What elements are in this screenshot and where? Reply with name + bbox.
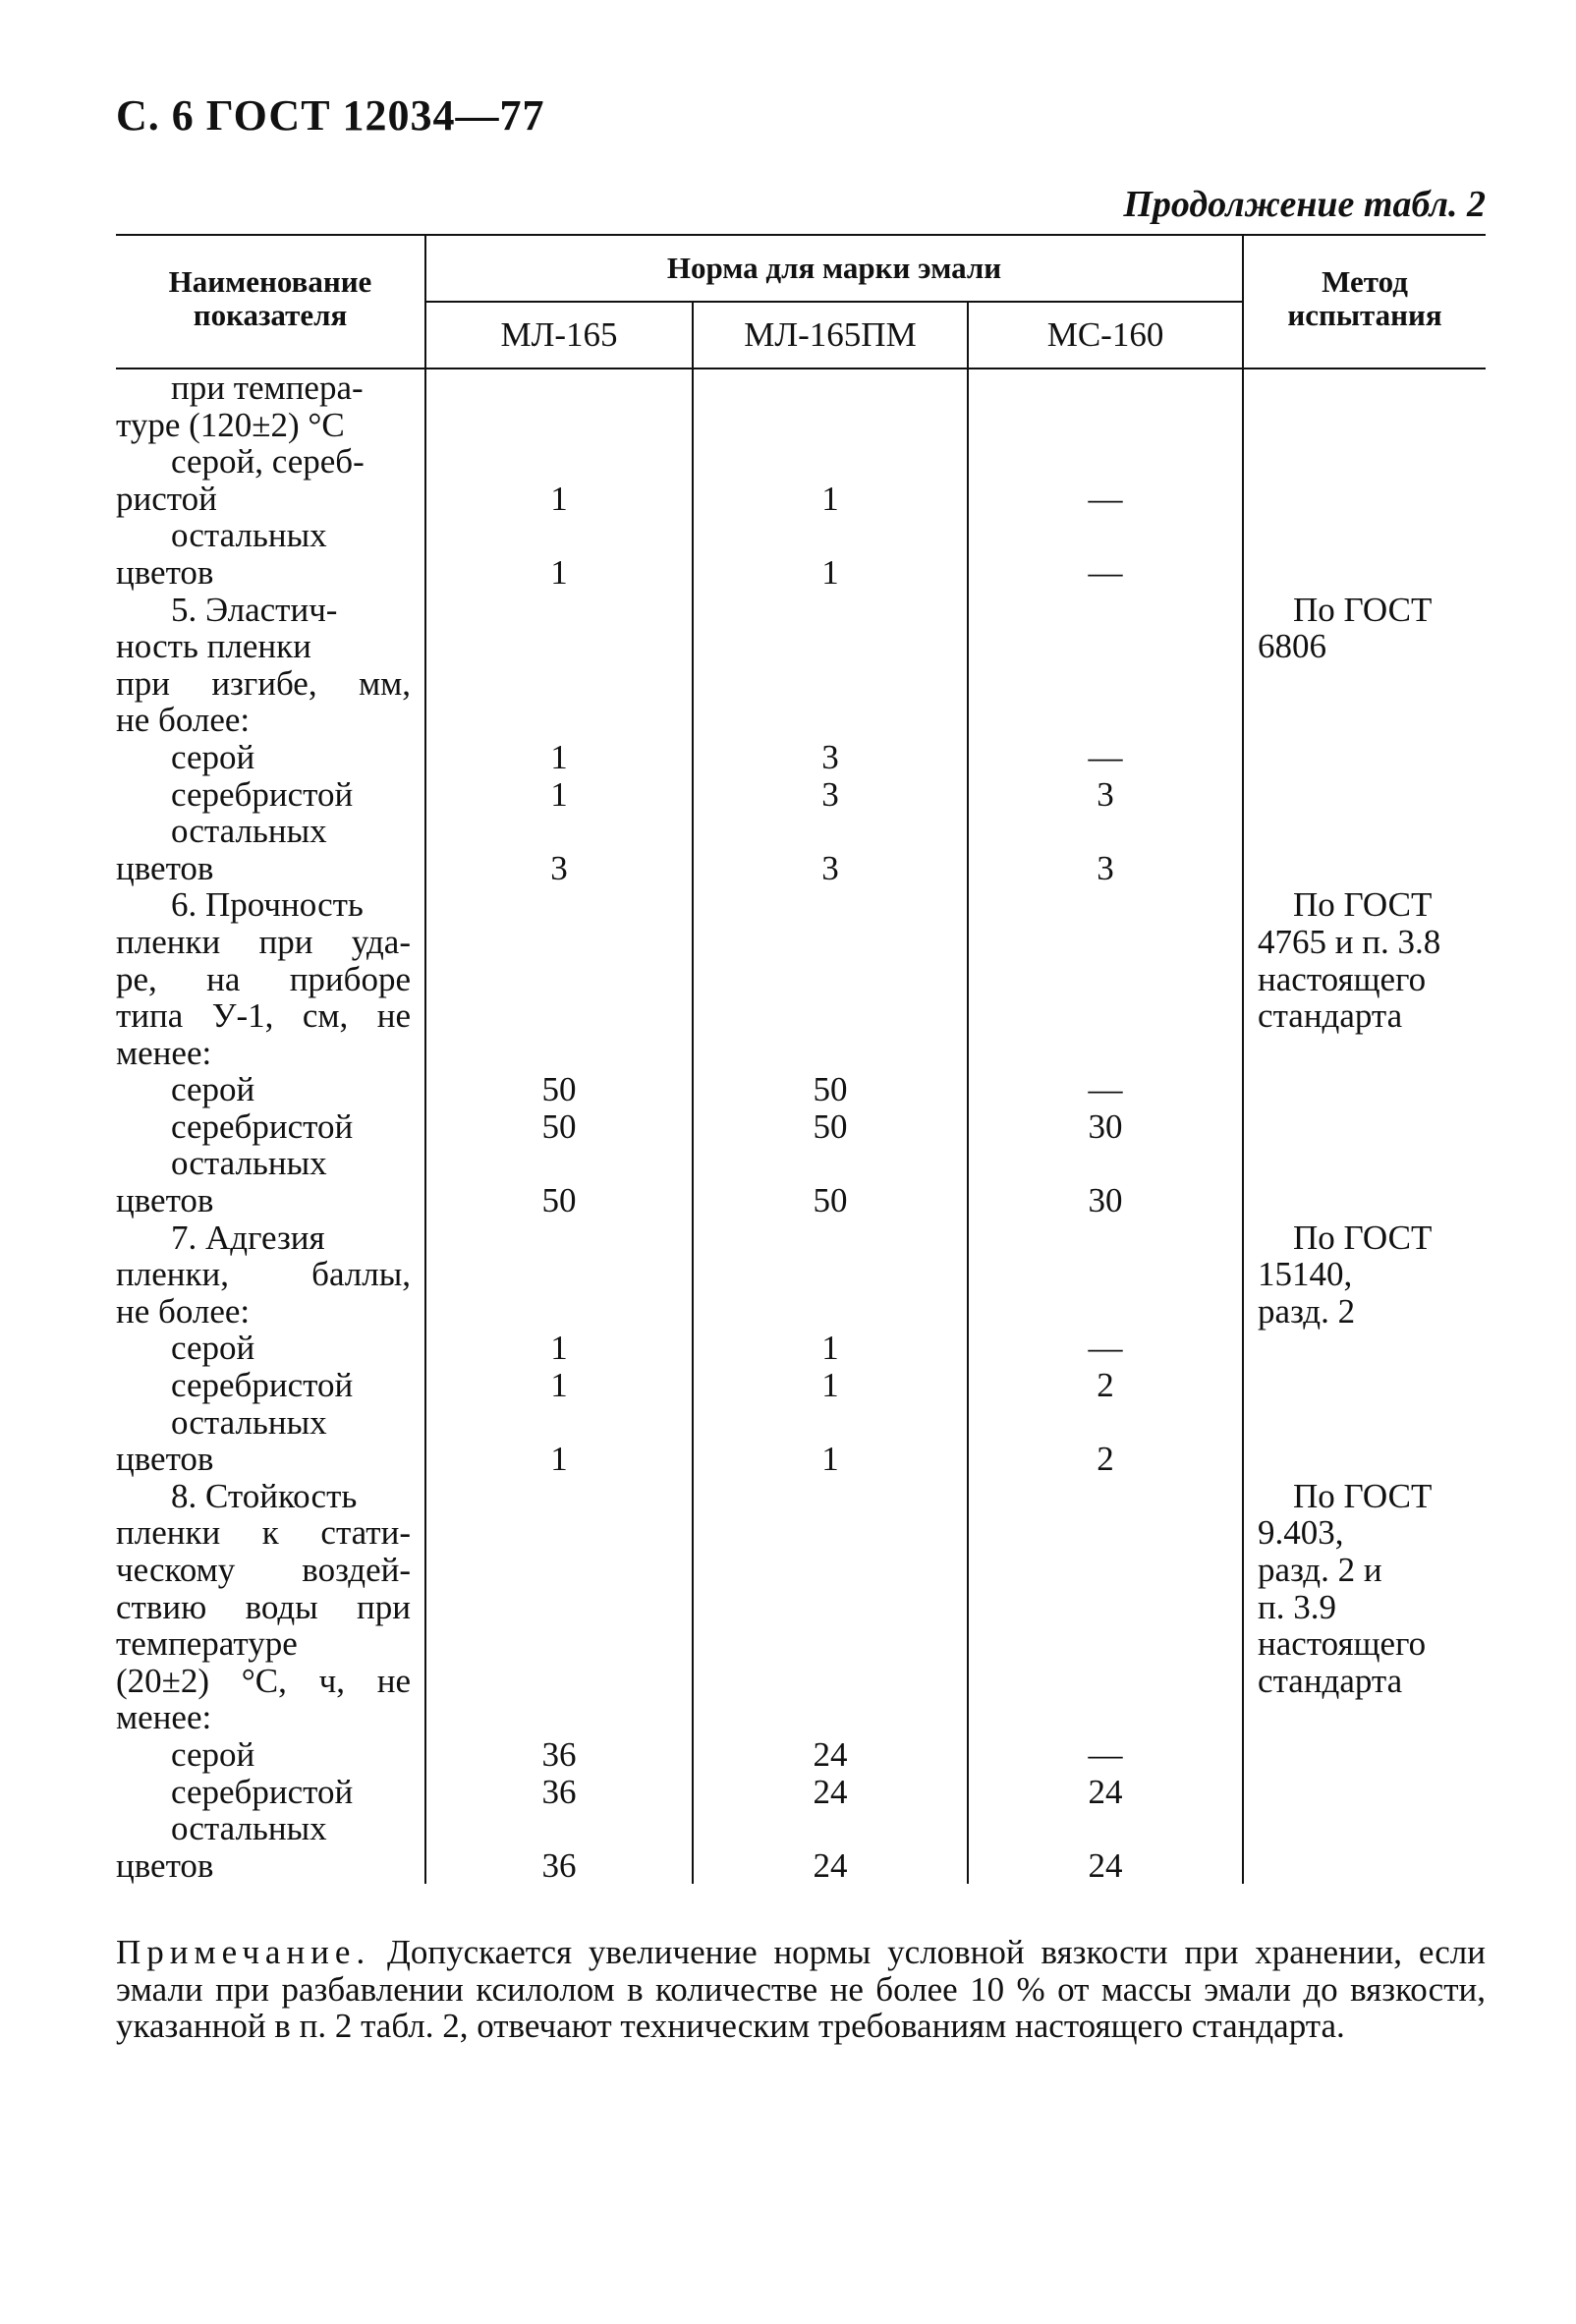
table-continuation-caption: Продолжение табл. 2 [1123, 184, 1486, 225]
value-ml-165 [425, 1145, 693, 1182]
table-row [116, 1552, 1486, 1589]
test-method [1243, 1441, 1486, 1478]
value-ml-165pm: 1 [693, 1330, 968, 1367]
value-ms-160: — [968, 554, 1243, 592]
value-ml-165pm: 1 [693, 1441, 968, 1478]
row-label: серебристой [116, 1367, 425, 1404]
value-ms-160 [968, 886, 1243, 924]
row-label: остальных [116, 517, 425, 554]
value-ml-165pm [693, 961, 968, 998]
value-ml-165pm [693, 368, 968, 407]
value-ml-165 [425, 1404, 693, 1442]
test-method [1243, 1478, 1486, 1515]
value-ms-160: — [968, 1736, 1243, 1774]
row-label: 6. Прочность [116, 886, 425, 924]
row-label: серебристой [116, 1774, 425, 1811]
test-method [1243, 1293, 1486, 1331]
test-method [1243, 1330, 1486, 1367]
row-label: серой [116, 1330, 425, 1367]
value-ms-160 [968, 665, 1243, 703]
value-ms-160: — [968, 481, 1243, 518]
specification-table [116, 234, 1486, 1884]
value-ml-165pm: 50 [693, 1182, 968, 1219]
value-ms-160 [968, 1219, 1243, 1257]
row-label: ность пленки [116, 628, 425, 665]
test-method [1243, 592, 1486, 629]
table-row [116, 1145, 1486, 1182]
table-row [116, 443, 1486, 481]
table-row [116, 1071, 1486, 1108]
table-row [116, 407, 1486, 444]
value-ml-165pm [693, 813, 968, 850]
value-ms-160: 30 [968, 1182, 1243, 1219]
row-label: 8. Стойкость [116, 1478, 425, 1515]
value-ms-160: 24 [968, 1847, 1243, 1885]
value-ml-165pm [693, 407, 968, 444]
value-ml-165 [425, 665, 693, 703]
table-row [116, 1478, 1486, 1515]
value-ml-165pm [693, 1699, 968, 1736]
test-method-text: настоящего [1258, 1624, 1427, 1664]
test-method [1243, 407, 1486, 444]
table-row [116, 1810, 1486, 1847]
value-ml-165 [425, 1625, 693, 1663]
value-ms-160 [968, 1145, 1243, 1182]
value-ml-165: 36 [425, 1774, 693, 1811]
value-ml-165: 1 [425, 1330, 693, 1367]
test-method [1243, 481, 1486, 518]
value-ml-165 [425, 517, 693, 554]
value-ms-160: 2 [968, 1441, 1243, 1478]
value-ml-165 [425, 813, 693, 850]
test-method [1243, 1810, 1486, 1847]
test-method-text: 6806 [1258, 627, 1327, 666]
row-label: серебристой [116, 776, 425, 814]
row-label: цветов [116, 850, 425, 887]
row-label: серой [116, 1736, 425, 1774]
row-label: не более: [116, 702, 425, 739]
test-method [1243, 1774, 1486, 1811]
test-method [1243, 1699, 1486, 1736]
value-ms-160: — [968, 1330, 1243, 1367]
value-ml-165 [425, 702, 693, 739]
table-body [116, 368, 1486, 1884]
value-ml-165pm [693, 1589, 968, 1626]
value-ml-165pm [693, 1145, 968, 1182]
table-row [116, 554, 1486, 592]
row-label: пленки, баллы, [116, 1256, 425, 1293]
value-ms-160 [968, 1404, 1243, 1442]
value-ml-165pm: 50 [693, 1108, 968, 1146]
value-ml-165: 50 [425, 1108, 693, 1146]
table-row [116, 1219, 1486, 1257]
value-ms-160 [968, 1514, 1243, 1552]
test-method [1243, 997, 1486, 1035]
table-note [116, 1934, 1486, 2045]
row-label: пленки к стати- [116, 1514, 425, 1552]
row-label: серой [116, 739, 425, 776]
value-ml-165pm [693, 886, 968, 924]
value-ml-165 [425, 1035, 693, 1072]
value-ml-165pm [693, 628, 968, 665]
test-method [1243, 1071, 1486, 1108]
value-ms-160: 30 [968, 1108, 1243, 1146]
value-ml-165: 1 [425, 481, 693, 518]
value-ml-165pm: 1 [693, 1367, 968, 1404]
value-ml-165 [425, 407, 693, 444]
value-ml-165pm [693, 1552, 968, 1589]
value-ms-160 [968, 1035, 1243, 1072]
test-method-text: п. 3.9 [1258, 1587, 1337, 1626]
test-method [1243, 1552, 1486, 1589]
test-method [1243, 1219, 1486, 1257]
value-ml-165pm: 1 [693, 481, 968, 518]
table-row [116, 1736, 1486, 1774]
row-label: серебристой [116, 1108, 425, 1146]
table-row [116, 665, 1486, 703]
test-method [1243, 1589, 1486, 1626]
test-method-text: 9.403, [1258, 1513, 1344, 1553]
value-ml-165pm [693, 1293, 968, 1331]
table-row [116, 1699, 1486, 1736]
test-method [1243, 368, 1486, 407]
value-ml-165 [425, 1478, 693, 1515]
value-ml-165: 1 [425, 776, 693, 814]
test-method [1243, 1404, 1486, 1442]
table-row [116, 481, 1486, 518]
value-ml-165pm: 24 [693, 1847, 968, 1885]
value-ms-160 [968, 592, 1243, 629]
row-label: менее: [116, 1699, 425, 1736]
value-ml-165: 36 [425, 1736, 693, 1774]
test-method-text: По ГОСТ [1293, 1218, 1433, 1257]
value-ms-160 [968, 1256, 1243, 1293]
test-method-text: 4765 и п. 3.8 [1258, 922, 1441, 961]
value-ml-165 [425, 961, 693, 998]
table-row [116, 1035, 1486, 1072]
table-row [116, 1514, 1486, 1552]
value-ml-165pm: 3 [693, 776, 968, 814]
row-label: при изгибе, мм, [116, 665, 425, 703]
value-ml-165pm [693, 924, 968, 961]
value-ml-165: 3 [425, 850, 693, 887]
row-label: остальных [116, 813, 425, 850]
value-ml-165 [425, 997, 693, 1035]
value-ms-160 [968, 1625, 1243, 1663]
value-ms-160 [968, 407, 1243, 444]
test-method-text: разд. 2 и [1258, 1551, 1382, 1589]
column-header-norm: Норма для марки эмали [425, 235, 1243, 302]
value-ml-165 [425, 1293, 693, 1331]
value-ml-165pm [693, 443, 968, 481]
value-ml-165 [425, 1589, 693, 1626]
value-ms-160 [968, 813, 1243, 850]
value-ml-165: 1 [425, 554, 693, 592]
table-row [116, 1256, 1486, 1293]
column-header-ml-165: МЛ-165 [425, 302, 693, 368]
value-ml-165pm [693, 517, 968, 554]
table-row [116, 1441, 1486, 1478]
table-row [116, 886, 1486, 924]
column-header-method: Метод испытания [1243, 235, 1486, 368]
table-row [116, 1663, 1486, 1700]
value-ml-165pm [693, 1404, 968, 1442]
value-ml-165pm [693, 1256, 968, 1293]
value-ml-165 [425, 924, 693, 961]
test-method [1243, 813, 1486, 850]
value-ml-165: 50 [425, 1071, 693, 1108]
value-ml-165 [425, 1663, 693, 1700]
row-label: цветов [116, 554, 425, 592]
test-method [1243, 1256, 1486, 1293]
table-row [116, 961, 1486, 998]
value-ml-165 [425, 443, 693, 481]
row-label: остальных [116, 1810, 425, 1847]
value-ml-165 [425, 1699, 693, 1736]
table-row [116, 1589, 1486, 1626]
test-method [1243, 1736, 1486, 1774]
value-ml-165 [425, 592, 693, 629]
value-ml-165pm [693, 665, 968, 703]
value-ml-165pm [693, 592, 968, 629]
table-row [116, 776, 1486, 814]
test-method-text: настоящего [1258, 959, 1427, 998]
row-label: туре (120±2) °С [116, 407, 425, 444]
test-method-text: 15140, [1258, 1255, 1353, 1294]
row-label: цветов [116, 1441, 425, 1478]
test-method-text: По ГОСТ [1293, 1476, 1433, 1515]
value-ml-165: 1 [425, 1441, 693, 1478]
table-header [116, 235, 1486, 368]
value-ml-165pm [693, 1625, 968, 1663]
value-ms-160 [968, 1663, 1243, 1700]
row-label: ствию воды при [116, 1589, 425, 1626]
value-ml-165pm [693, 1514, 968, 1552]
table-row [116, 1108, 1486, 1146]
table-row [116, 924, 1486, 961]
row-label: ре, на приборе [116, 961, 425, 998]
row-label: остальных [116, 1404, 425, 1442]
row-label: менее: [116, 1035, 425, 1072]
value-ml-165: 1 [425, 739, 693, 776]
value-ms-160: 3 [968, 850, 1243, 887]
value-ml-165 [425, 1256, 693, 1293]
value-ml-165: 1 [425, 1367, 693, 1404]
value-ms-160 [968, 1810, 1243, 1847]
test-method-text: стандарта [1258, 996, 1403, 1036]
test-method [1243, 1625, 1486, 1663]
value-ml-165pm: 24 [693, 1736, 968, 1774]
column-header-ml-165pm: МЛ-165ПМ [693, 302, 968, 368]
table-row [116, 1367, 1486, 1404]
value-ml-165pm [693, 702, 968, 739]
test-method-text: По ГОСТ [1293, 590, 1433, 629]
row-label: (20±2) °С, ч, не [116, 1663, 425, 1700]
row-label: цветов [116, 1847, 425, 1885]
column-header-name: Наименование показателя [116, 235, 425, 368]
value-ms-160 [968, 1552, 1243, 1589]
test-method [1243, 1035, 1486, 1072]
table-row [116, 739, 1486, 776]
test-method [1243, 517, 1486, 554]
value-ml-165pm [693, 1663, 968, 1700]
column-header-ms-160: МС-160 [968, 302, 1243, 368]
table-row [116, 1182, 1486, 1219]
value-ms-160 [968, 1589, 1243, 1626]
table-row [116, 1404, 1486, 1442]
table-row [116, 628, 1486, 665]
table-row [116, 813, 1486, 850]
table-row [116, 1625, 1486, 1663]
table-row [116, 1847, 1486, 1885]
value-ml-165pm [693, 997, 968, 1035]
test-method [1243, 702, 1486, 739]
test-method [1243, 850, 1486, 887]
table-row [116, 368, 1486, 407]
value-ms-160 [968, 628, 1243, 665]
value-ml-165 [425, 1219, 693, 1257]
value-ml-165 [425, 1552, 693, 1589]
value-ml-165 [425, 628, 693, 665]
value-ms-160 [968, 517, 1243, 554]
page-title: С. 6 ГОСТ 12034—77 [116, 91, 545, 140]
test-method [1243, 1108, 1486, 1146]
value-ms-160: 2 [968, 1367, 1243, 1404]
value-ms-160 [968, 997, 1243, 1035]
value-ms-160 [968, 1699, 1243, 1736]
value-ms-160: — [968, 739, 1243, 776]
test-method-text: разд. 2 [1258, 1291, 1356, 1331]
value-ml-165pm [693, 1219, 968, 1257]
test-method [1243, 961, 1486, 998]
note-label: Примечание. [116, 1933, 371, 1971]
test-method [1243, 554, 1486, 592]
test-method [1243, 1514, 1486, 1552]
row-label: типа У-1, см, не [116, 997, 425, 1035]
test-method [1243, 924, 1486, 961]
table-row [116, 517, 1486, 554]
test-method [1243, 1182, 1486, 1219]
row-label: при темпера- [116, 368, 425, 407]
value-ms-160 [968, 368, 1243, 407]
value-ml-165: 50 [425, 1182, 693, 1219]
value-ml-165pm [693, 1810, 968, 1847]
value-ms-160 [968, 1478, 1243, 1515]
note-text: Допускается увеличение нормы условной вязкости при хранении, если эмали при разбавлении ксилолом в количестве не более 10 % от массы эмали до вязкости, указанной в п. 2 табл. 2, отвечают техническим требованиям настоящего стандарта. [116, 1933, 1486, 2046]
test-method-text: По ГОСТ [1293, 885, 1433, 925]
value-ms-160 [968, 443, 1243, 481]
row-label: не более: [116, 1293, 425, 1331]
value-ms-160 [968, 924, 1243, 961]
value-ms-160 [968, 1293, 1243, 1331]
row-label: серой, сереб- [116, 443, 425, 481]
value-ml-165 [425, 886, 693, 924]
row-label: цветов [116, 1182, 425, 1219]
value-ml-165: 36 [425, 1847, 693, 1885]
value-ms-160 [968, 961, 1243, 998]
test-method [1243, 886, 1486, 924]
row-label: 5. Эластич- [116, 592, 425, 629]
test-method [1243, 1145, 1486, 1182]
test-method [1243, 665, 1486, 703]
row-label: 7. Адгезия [116, 1219, 425, 1257]
value-ms-160 [968, 702, 1243, 739]
test-method-text: стандарта [1258, 1661, 1403, 1700]
table-row [116, 1330, 1486, 1367]
test-method [1243, 1847, 1486, 1885]
row-label: ческому воздей- [116, 1552, 425, 1589]
test-method [1243, 628, 1486, 665]
value-ml-165pm: 1 [693, 554, 968, 592]
value-ml-165pm: 24 [693, 1774, 968, 1811]
value-ml-165 [425, 1810, 693, 1847]
value-ms-160: 3 [968, 776, 1243, 814]
row-label: температуре [116, 1625, 425, 1663]
table-row [116, 592, 1486, 629]
value-ml-165pm: 3 [693, 850, 968, 887]
table-row [116, 1293, 1486, 1331]
table-row [116, 850, 1486, 887]
value-ml-165pm: 3 [693, 739, 968, 776]
row-label: пленки при уда- [116, 924, 425, 961]
row-label: ристой [116, 481, 425, 518]
table-row [116, 997, 1486, 1035]
table-row [116, 702, 1486, 739]
value-ml-165 [425, 368, 693, 407]
row-label: остальных [116, 1145, 425, 1182]
row-label: серой [116, 1071, 425, 1108]
value-ml-165pm [693, 1478, 968, 1515]
value-ml-165 [425, 1514, 693, 1552]
test-method [1243, 739, 1486, 776]
test-method [1243, 1663, 1486, 1700]
value-ml-165pm: 50 [693, 1071, 968, 1108]
test-method [1243, 1367, 1486, 1404]
test-method [1243, 776, 1486, 814]
test-method [1243, 443, 1486, 481]
value-ms-160: 24 [968, 1774, 1243, 1811]
table-row [116, 1774, 1486, 1811]
value-ms-160: — [968, 1071, 1243, 1108]
value-ml-165pm [693, 1035, 968, 1072]
